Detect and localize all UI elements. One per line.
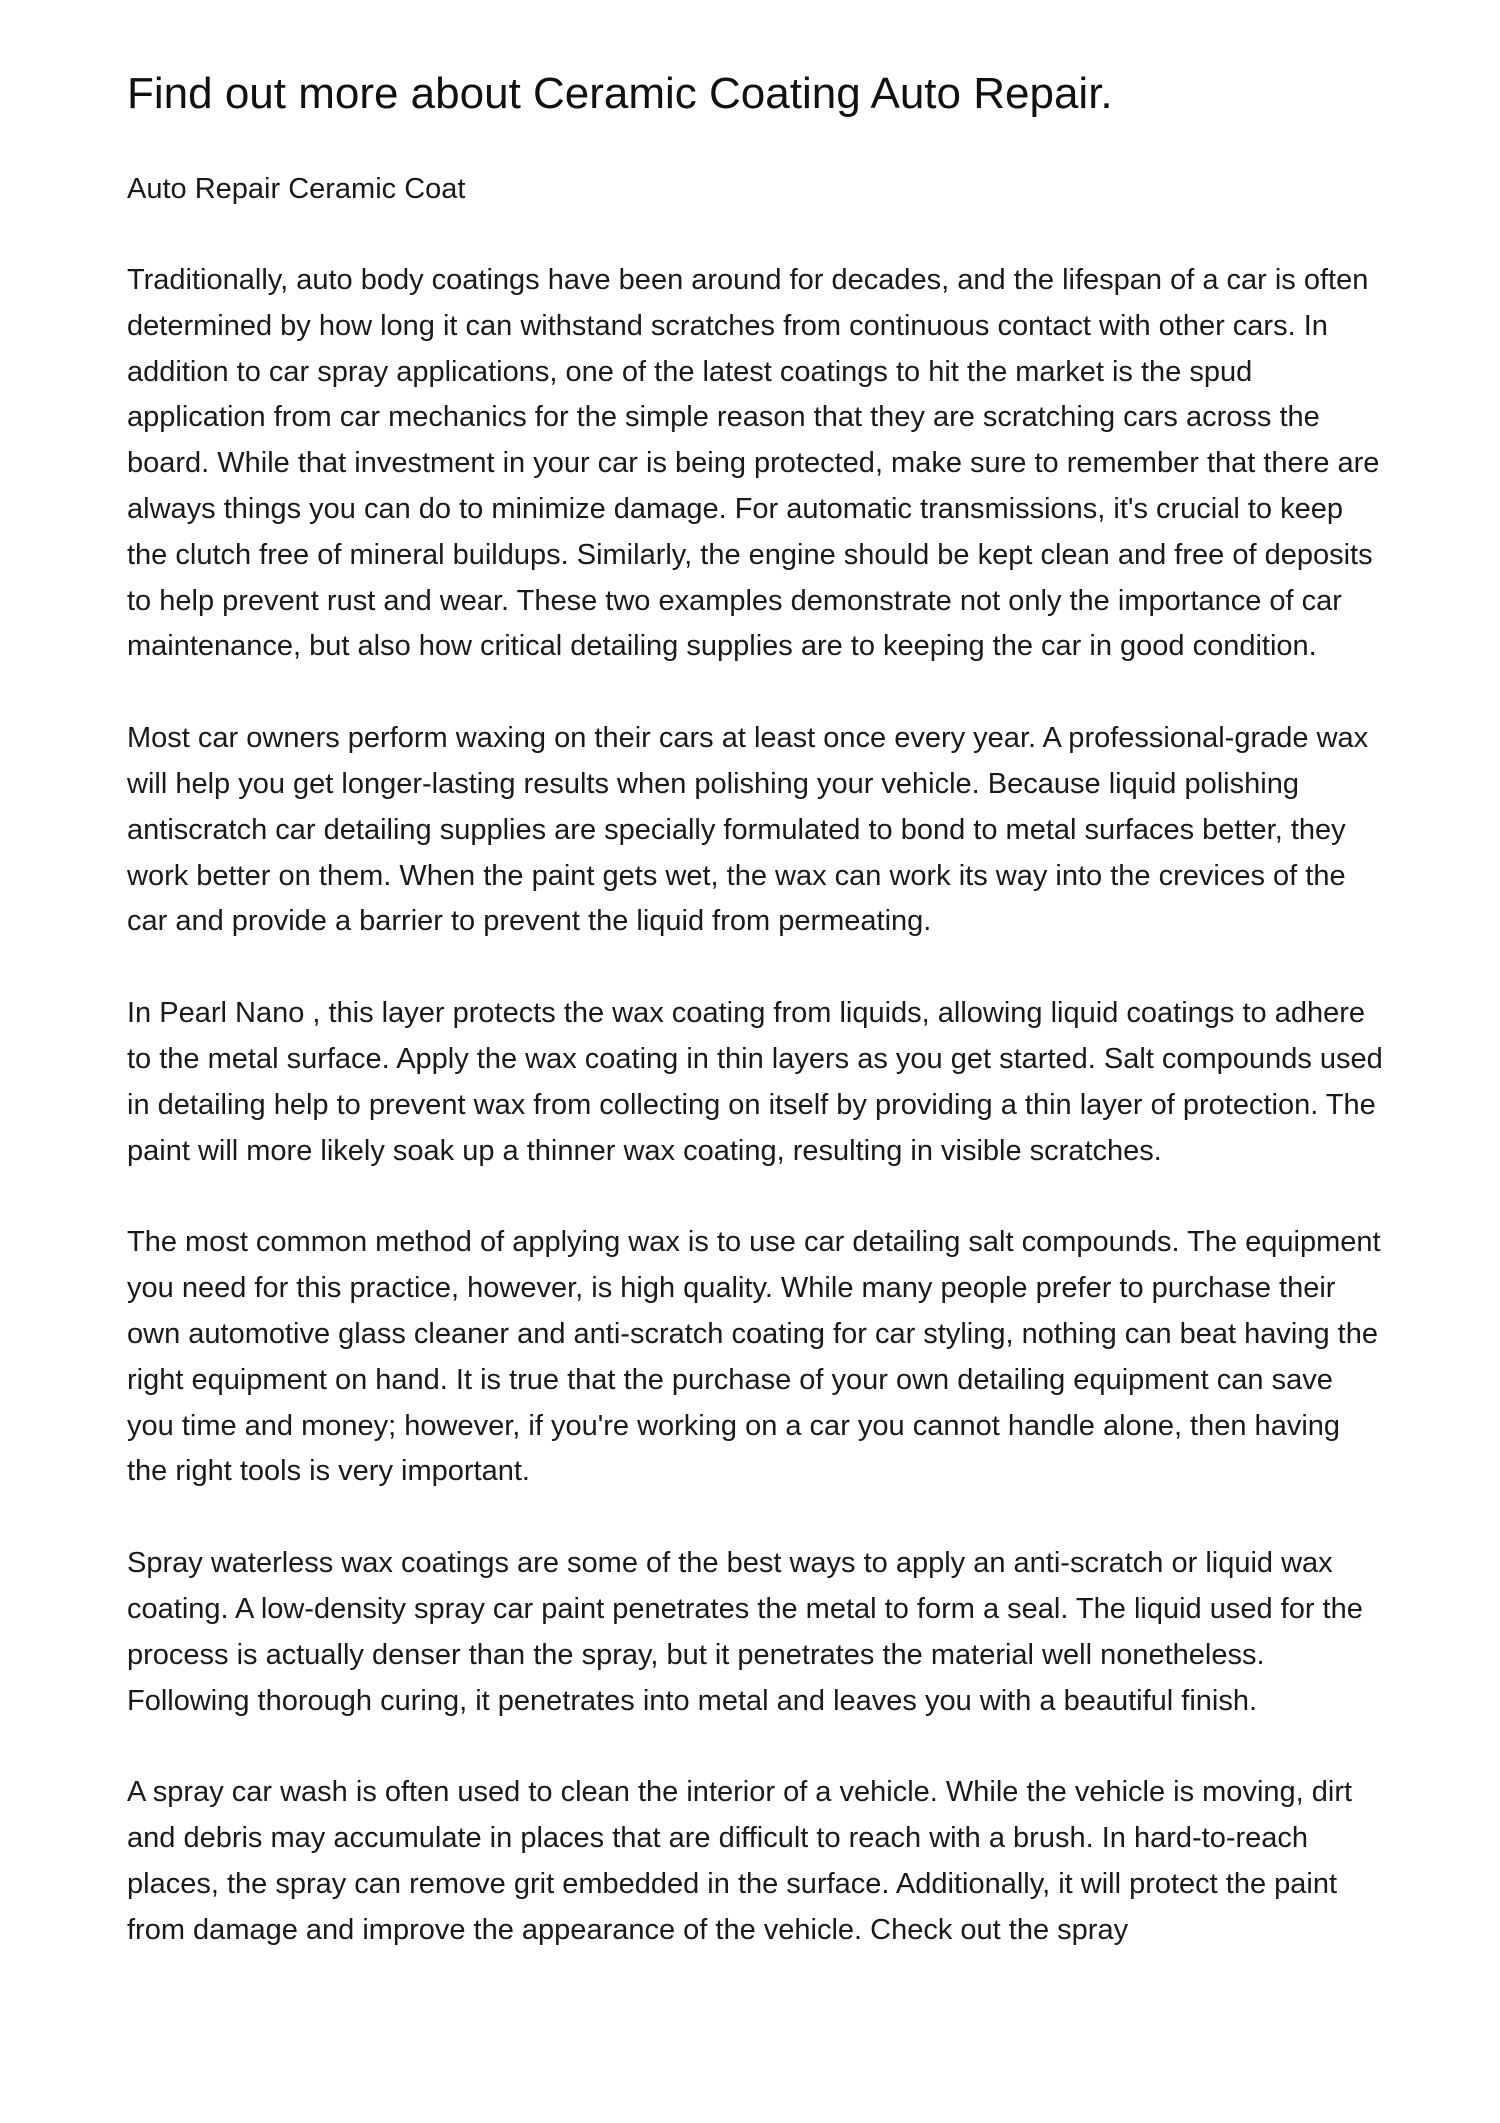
page-title: Find out more about Ceramic Coating Auto Repair. [127, 69, 1113, 118]
paragraph: In Pearl Nano , this layer protects the wax coating from liquids, allowing liquid coatings to adhere to the metal surface. Apply the wax coating in thin layers as you get started. Salt compounds used in detailing help to prevent wax from collecting on itself by providing a thin layer of protection. The paint will more likely soak up a thinner wax coating, resulting in visible scratches. [127, 997, 1383, 1167]
paragraph: Spray waterless wax coatings are some of the best ways to apply an anti-scratch or liquid wax coating. A low-density spray car paint penetrates the metal to form a seal. The liquid used for the process is actually denser than the spray, but it penetrates the material well nonetheless. Following thorough curing, it penetrates into metal and leaves you with a beautiful finish. [127, 1547, 1363, 1717]
page-subtitle: Auto Repair Ceramic Coat [127, 173, 466, 205]
paragraph: Traditionally, auto body coatings have been around for decades, and the lifespan of a car is often determined by how long it can withstand scratches from continuous contact with other cars. In addition to car spray applications, one of the latest coatings to hit the market is the spud application from car mechanics for the simple reason that they are scratching cars across the board. While that investment in your car is being protected, make sure to remember that there are always things you can do to minimize damage. For automatic transmissions, it's crucial to keep the clutch free of mineral buildups. Similarly, the engine should be kept clean and free of deposits to help prevent rust and wear. These two examples demonstrate not only the importance of car maintenance, but also how critical detailing supplies are to keeping the car in good condition. [127, 264, 1380, 663]
paragraph: Most car owners perform waxing on their cars at least once every year. A professional-grade wax will help you get longer-lasting results when polishing your vehicle. Because liquid polishing antiscratch car detailing supplies are specially formulated to bond to metal surfaces better, they work better on them. When the paint gets wet, the wax can work its way into the crevices of the car and provide a barrier to prevent the liquid from permeating. [127, 722, 1369, 938]
document-page [127, 64, 1387, 1954]
paragraph: The most common method of applying wax is to use car detailing salt compounds. The equipment you need for this practice, however, is high quality. While many people prefer to purchase their own automotive glass cleaner and anti-scratch coating for car styling, nothing can beat having the right equipment on hand. It is true that the purchase of your own detailing equipment can save you time and money; however, if you're working on a car you cannot handle alone, then having the right tools is very important. [127, 1226, 1381, 1488]
paragraph: A spray car wash is often used to clean the interior of a vehicle. While the vehicle is moving, dirt and debris may accumulate in places that are difficult to reach with a brush. In hard-to-reach places, the spray can remove grit embedded in the surface. Additionally, it will protect the paint from damage and improve the appearance of the vehicle. Check out the spray [127, 1776, 1353, 1946]
